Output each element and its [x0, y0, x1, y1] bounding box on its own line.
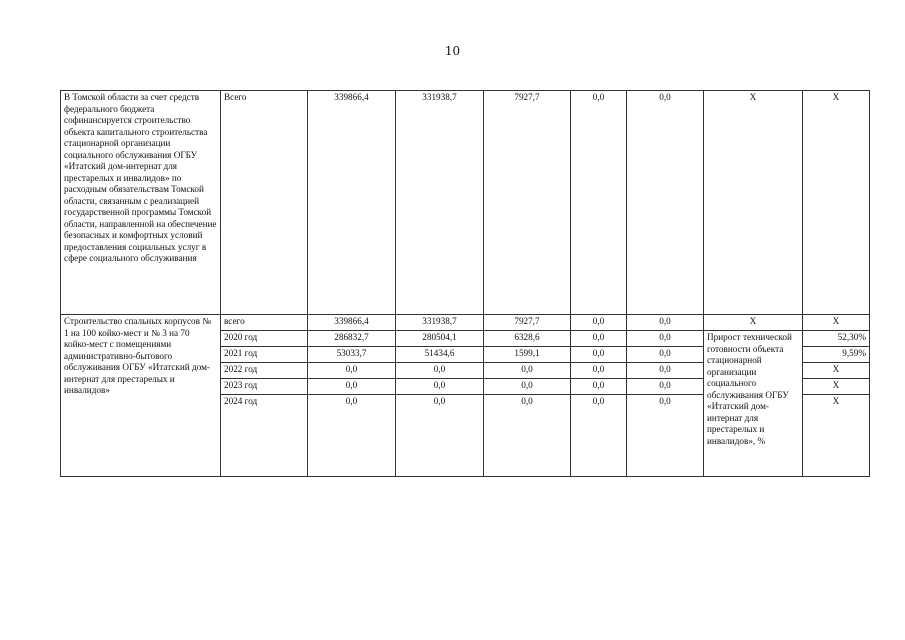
row-period: 2022 год — [221, 363, 308, 379]
block1-value: X — [803, 91, 870, 315]
row-v1: 0,0 — [308, 363, 396, 379]
row-period: 2021 год — [221, 347, 308, 363]
block1-v1: 339866,4 — [308, 91, 396, 315]
row-period: 2023 год — [221, 379, 308, 395]
row-v1: 0,0 — [308, 379, 396, 395]
row-v2: 0,0 — [396, 395, 484, 477]
row-v4: 0,0 — [571, 347, 627, 363]
row-v1: 286832,7 — [308, 331, 396, 347]
block1-v2: 331938,7 — [396, 91, 484, 315]
block2-total-v2: 331938,7 — [396, 315, 484, 331]
row-v5: 0,0 — [627, 363, 704, 379]
block1-v5: 0,0 — [627, 91, 704, 315]
row-v4: 0,0 — [571, 331, 627, 347]
block2-total-indicator: X — [704, 315, 803, 331]
row-period: 2020 год — [221, 331, 308, 347]
row-v3: 1599,1 — [484, 347, 571, 363]
row-v4: 0,0 — [571, 395, 627, 477]
block2-total-v1: 339866,4 — [308, 315, 396, 331]
row-value: X — [803, 379, 870, 395]
row-v5: 0,0 — [627, 395, 704, 477]
row-v5: 0,0 — [627, 379, 704, 395]
row-value: X — [803, 395, 870, 477]
funding-table — [60, 90, 870, 477]
block1-period: Всего — [221, 91, 308, 315]
row-v2: 280504,1 — [396, 331, 484, 347]
block2-total-row — [61, 315, 870, 331]
row-v2: 0,0 — [396, 363, 484, 379]
row-v1: 53033,7 — [308, 347, 396, 363]
block1-row — [61, 91, 870, 315]
block1-indicator: X — [704, 91, 803, 315]
block1-v4: 0,0 — [571, 91, 627, 315]
block2-total-v4: 0,0 — [571, 315, 627, 331]
row-value: X — [803, 363, 870, 379]
block2-total-period: всего — [221, 315, 308, 331]
row-v5: 0,0 — [627, 347, 704, 363]
page-number: 10 — [444, 44, 461, 58]
row-v4: 0,0 — [571, 379, 627, 395]
row-v3: 0,0 — [484, 395, 571, 477]
block2-description: Строительство спальных корпусов № 1 на 100 койко-мест и № 3 на 70 койко-мест с помещениями административно-бытового обслуживания ОГБУ «Итатский дом-интернат для престарелых и инвалидов» — [61, 315, 221, 477]
row-v2: 0,0 — [396, 379, 484, 395]
row-value: 52,30% — [803, 331, 870, 347]
row-v3: 0,0 — [484, 379, 571, 395]
row-v3: 0,0 — [484, 363, 571, 379]
block1-description: В Томской области за счет средств федерального бюджета софинансируется строительство объекта капитального строительства стационарной организации социального обслуживания ОГБУ «Итатский дом-интернат для престарелых и инвалидов» по расходным обязательствам Томской области, связанным с реализацией государственной программы Томской области, направленной на обеспечение безопасных и комфортных условий предоставления социальных услуг в сфере социального обслуживания — [61, 91, 221, 315]
row-period: 2024 год — [221, 395, 308, 477]
row-v4: 0,0 — [571, 363, 627, 379]
block1-v3: 7927,7 — [484, 91, 571, 315]
block2-total-v5: 0,0 — [627, 315, 704, 331]
block2-total-value: X — [803, 315, 870, 331]
block2-total-v3: 7927,7 — [484, 315, 571, 331]
row-v5: 0,0 — [627, 331, 704, 347]
row-value: 9,59% — [803, 347, 870, 363]
block2-indicator: Прирост технической готовности объекта стационарной организации социального обслуживания ОГБУ «Итатский дом-интернат для престарелых и инвалидов», % — [704, 331, 803, 477]
row-v3: 6328,6 — [484, 331, 571, 347]
row-v2: 51434,6 — [396, 347, 484, 363]
row-v1: 0,0 — [308, 395, 396, 477]
